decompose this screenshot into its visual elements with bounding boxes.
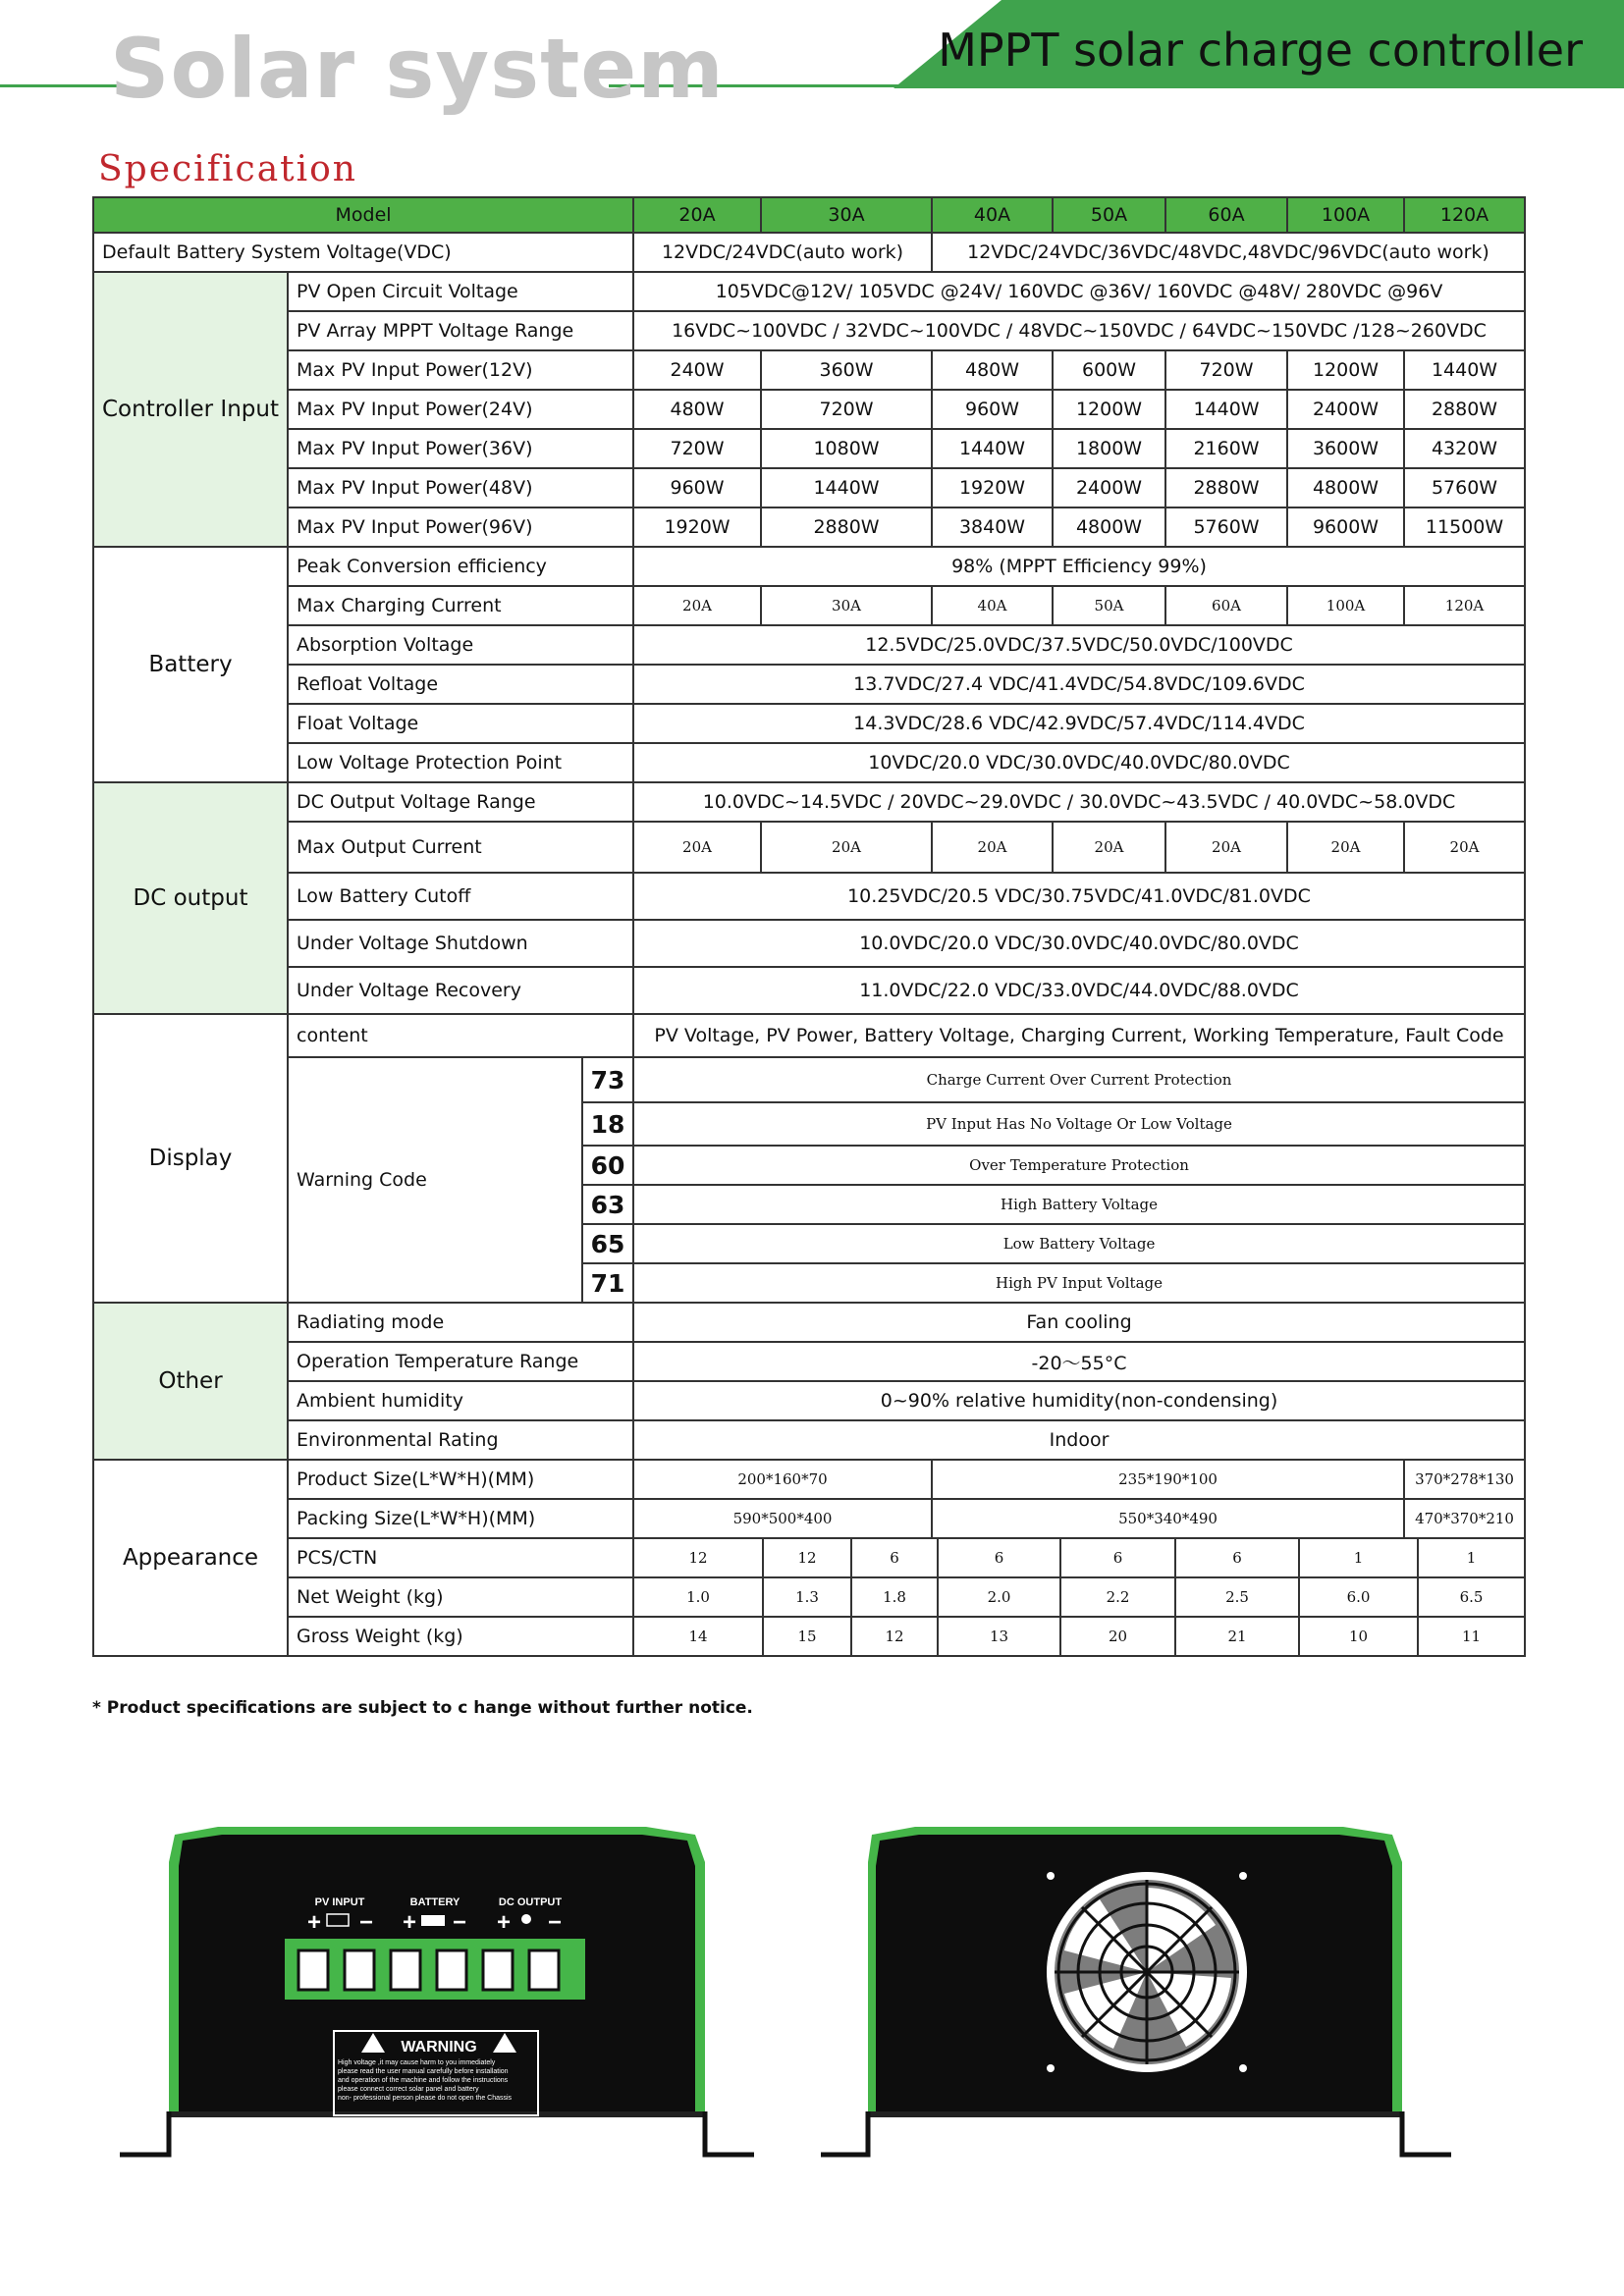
table-row: [93, 1381, 1525, 1420]
category-display: Display: [93, 1014, 288, 1303]
cell-value: 6: [939, 1539, 1061, 1576]
table-row: [93, 1499, 1525, 1538]
row-label: content: [288, 1014, 633, 1057]
cell-value: 200*160*70: [633, 1460, 932, 1499]
cell-value: 6: [852, 1539, 939, 1576]
plus-icon: +: [497, 1909, 512, 1936]
cell-value: 720W: [633, 429, 761, 468]
cell-value: 4320W: [1404, 429, 1525, 468]
terminal: [437, 1950, 466, 1990]
cell-value: 470*370*210: [1404, 1499, 1525, 1538]
cell-value: 13: [939, 1618, 1061, 1655]
table-row: [93, 390, 1525, 429]
warning-row: [93, 1057, 1525, 1102]
table-row: [93, 967, 1525, 1014]
bulb-icon: [521, 1914, 531, 1924]
row-label: Low Battery Cutoff: [288, 873, 633, 920]
table-row: [93, 1538, 1525, 1577]
table-row: [93, 350, 1525, 390]
minus-icon: −: [453, 1909, 467, 1936]
table-row: [93, 1303, 1525, 1342]
cell-value: 6.5: [1459, 1588, 1484, 1606]
table-row: [93, 665, 1525, 704]
cell-value: 1800W: [1053, 429, 1165, 468]
cell-value: 6.0: [1300, 1578, 1419, 1616]
cell-value: 1200W: [1287, 350, 1404, 390]
cell-value: 1920W: [932, 468, 1053, 507]
category-other: Other: [93, 1303, 288, 1460]
cell-value: 960W: [633, 468, 761, 507]
warning-line: High voltage ,it may cause harm to you immediately: [338, 2059, 496, 2066]
cell-value: 590*500*400: [633, 1499, 932, 1538]
row-label: PV Array MPPT Voltage Range: [288, 311, 633, 350]
dc-output-label: DC OUTPUT: [498, 1896, 563, 1908]
cell-value: 14.3VDC/28.6 VDC/42.9VDC/57.4VDC/114.4VDC: [633, 704, 1525, 743]
cell-value: 1.8: [852, 1578, 939, 1616]
cell-value: 10: [1300, 1618, 1419, 1655]
row-label: Max PV Input Power(24V): [288, 390, 633, 429]
cell-value: 3840W: [932, 507, 1053, 547]
table-row: [93, 507, 1525, 547]
cell-value: 550*340*490: [932, 1499, 1404, 1538]
cell-value: 960W: [932, 390, 1053, 429]
table-row: [93, 822, 1525, 873]
battery-label: BATTERY: [409, 1896, 460, 1908]
cell-value: 2880W: [761, 507, 932, 547]
cell-value: 14: [634, 1618, 764, 1655]
cell-value: 2.0: [939, 1578, 1061, 1616]
warning-text: PV Input Has No Voltage Or Low Voltage: [633, 1102, 1525, 1146]
cell-value: 240W: [633, 350, 761, 390]
table-row: [93, 429, 1525, 468]
cell-value: 4800W: [1053, 507, 1165, 547]
cell-value: 20A: [932, 822, 1053, 873]
model-120a: 120A: [1404, 197, 1525, 233]
cell-value: -20～55°C: [633, 1342, 1525, 1381]
table-row: [93, 1420, 1525, 1460]
cell-value: 20A: [1165, 822, 1287, 873]
row-label: Default Battery System Voltage(VDC): [93, 233, 633, 272]
cell-value: 2400W: [1053, 468, 1165, 507]
model-row: [93, 197, 1525, 233]
cell-value: 2880W: [1404, 390, 1525, 429]
cell-value: 21: [1176, 1618, 1300, 1655]
cell-value: 5760W: [1165, 507, 1287, 547]
warning-line: and operation of the machine and follow the instructions: [338, 2077, 509, 2084]
brand-title: Solar system: [110, 21, 725, 117]
cell-value: 1440W: [761, 468, 932, 507]
controller-front-illustration: [116, 1821, 754, 2164]
model-40a: 40A: [932, 197, 1053, 233]
row-label: Operation Temperature Range: [288, 1342, 633, 1381]
cell-value: Indoor: [633, 1420, 1525, 1460]
row-label: Max PV Input Power(48V): [288, 468, 633, 507]
row-label: Refloat Voltage: [288, 665, 633, 704]
warning-text: Over Temperature Protection: [633, 1146, 1525, 1185]
cell-value: 4800W: [1287, 468, 1404, 507]
cell-value: 235*190*100: [932, 1460, 1404, 1499]
cell-value: 1.0: [634, 1578, 764, 1616]
screw-icon: [1047, 1872, 1055, 1880]
warning-code: 65: [582, 1224, 633, 1263]
table-row: [93, 873, 1525, 920]
warning-line: non- professional person please do not open the Chassis: [338, 2095, 513, 2102]
row-label: PV Open Circuit Voltage: [288, 272, 633, 311]
cell-value: 1200W: [1053, 390, 1165, 429]
cell-value: 360W: [761, 350, 932, 390]
warning-code: 60: [582, 1146, 633, 1185]
row-label: Max Charging Current: [288, 586, 633, 625]
warning-line: please connect correct solar panel and battery: [338, 2086, 479, 2093]
cell-value: 12: [764, 1539, 852, 1576]
cell-value: 600W: [1053, 350, 1165, 390]
category-controller-input: Controller Input: [93, 272, 288, 547]
cell-value: 20A: [633, 586, 761, 625]
table-row: [93, 1577, 1525, 1617]
table-row: [93, 704, 1525, 743]
battery-icon: [421, 1915, 445, 1926]
row-label: Peak Conversion efficiency: [288, 547, 633, 586]
cell-value: 1: [1300, 1539, 1419, 1576]
category-appearance: Appearance: [93, 1460, 288, 1656]
terminal: [345, 1950, 374, 1990]
warning-code: 73: [582, 1057, 633, 1102]
header-rule-left: [0, 84, 118, 87]
cell-value: 5760W: [1404, 468, 1525, 507]
cell-value: 1440W: [1404, 350, 1525, 390]
plus-icon: +: [307, 1909, 322, 1936]
cell-value: Fan cooling: [633, 1303, 1525, 1342]
cell-value: 10.0VDC~14.5VDC / 20VDC~29.0VDC / 30.0VDC~43.5VDC / 40.0VDC~58.0VDC: [633, 782, 1525, 822]
warning-title: WARNING: [401, 2039, 477, 2056]
row-label: Net Weight (kg): [288, 1577, 633, 1617]
category-battery: Battery: [93, 547, 288, 782]
warning-code-label: Warning Code: [288, 1057, 582, 1303]
cell-value: 2400W: [1287, 390, 1404, 429]
cell-value: 480W: [932, 350, 1053, 390]
table-row: [93, 547, 1525, 586]
table-row: [93, 1014, 1525, 1057]
pv-input-label: PV INPUT: [314, 1896, 365, 1908]
cell-value: 720W: [761, 390, 932, 429]
row-label: Low Voltage Protection Point: [288, 743, 633, 782]
controller-back-illustration: [819, 1821, 1467, 2164]
cell-value: 98% (MPPT Efficiency 99%): [633, 547, 1525, 586]
terminal: [483, 1950, 513, 1990]
table-row: [93, 311, 1525, 350]
row-label: Product Size(L*W*H)(MM): [288, 1460, 633, 1499]
table-row: [93, 586, 1525, 625]
cell-value: 120A: [1404, 586, 1525, 625]
cell-value: 2.2: [1061, 1578, 1176, 1616]
row-label: DC Output Voltage Range: [288, 782, 633, 822]
cell-value: 2160W: [1165, 429, 1287, 468]
terminal: [529, 1950, 559, 1990]
cell-value: 370*278*130: [1404, 1460, 1525, 1499]
cell-value: 1080W: [761, 429, 932, 468]
row-label: Absorption Voltage: [288, 625, 633, 665]
row-label: Radiating mode: [288, 1303, 633, 1342]
cell-value: 11.0VDC/22.0 VDC/33.0VDC/44.0VDC/88.0VDC: [633, 967, 1525, 1014]
cell-value: 3600W: [1287, 429, 1404, 468]
plus-icon: +: [403, 1909, 417, 1936]
cell-value: 11500W: [1404, 507, 1525, 547]
cell-value: 6: [1176, 1539, 1300, 1576]
cell-value: 10.0VDC/20.0 VDC/30.0VDC/40.0VDC/80.0VDC: [633, 920, 1525, 967]
cell-value: 720W: [1165, 350, 1287, 390]
table-row: [93, 782, 1525, 822]
cell-value: 480W: [633, 390, 761, 429]
row-label: Environmental Rating: [288, 1420, 633, 1460]
cell-value: 40A: [932, 586, 1053, 625]
cell-value: 100A: [1287, 586, 1404, 625]
cell-value: 20A: [633, 822, 761, 873]
warning-text: High PV Input Voltage: [633, 1263, 1525, 1303]
minus-icon: −: [359, 1909, 374, 1936]
banner-title: MPPT solar charge controller: [938, 24, 1583, 77]
cell-value: 10VDC/20.0 VDC/30.0VDC/40.0VDC/80.0VDC: [633, 743, 1525, 782]
screw-icon: [1047, 2064, 1055, 2072]
table-row: [93, 625, 1525, 665]
table-row: [93, 1342, 1525, 1381]
cell-value: 60A: [1165, 586, 1287, 625]
cell-value: 20A: [761, 822, 932, 873]
cell-value: 2.5: [1176, 1578, 1300, 1616]
fan-icon: [1047, 1872, 1247, 2072]
table-row: [93, 272, 1525, 311]
warning-line: please read the user manual carefully before installation: [338, 2068, 509, 2075]
model-100a: 100A: [1287, 197, 1404, 233]
cell-value: 12.5VDC/25.0VDC/37.5VDC/50.0VDC/100VDC: [633, 625, 1525, 665]
minus-icon: −: [548, 1909, 563, 1936]
category-dc-output: DC output: [93, 782, 288, 1014]
screw-icon: [1239, 1872, 1247, 1880]
warning-code: 18: [582, 1102, 633, 1146]
warning-code: 71: [582, 1263, 633, 1303]
table-row: [93, 743, 1525, 782]
warning-text: High Battery Voltage: [633, 1185, 1525, 1224]
cell-value: 9600W: [1287, 507, 1404, 547]
table-row: [93, 468, 1525, 507]
cell-value: 2880W: [1165, 468, 1287, 507]
cell-value: 1440W: [1165, 390, 1287, 429]
cell-value: 6: [1061, 1539, 1176, 1576]
row-label: Max Output Current: [288, 822, 633, 873]
cell-value: 20A: [1404, 822, 1525, 873]
table-row: [93, 1460, 1525, 1499]
model-label: Model: [93, 197, 633, 233]
cell-value: 20: [1061, 1618, 1176, 1655]
cell-value: 12VDC/24VDC/36VDC/48VDC,48VDC/96VDC(auto work): [932, 233, 1525, 272]
spec-table: [92, 196, 1526, 1657]
table-row: [93, 920, 1525, 967]
warning-text: Charge Current Over Current Protection: [633, 1057, 1525, 1102]
warning-text: Low Battery Voltage: [633, 1224, 1525, 1263]
cell-value: 50A: [1053, 586, 1165, 625]
row-label: Ambient humidity: [288, 1381, 633, 1420]
cell-value: 1440W: [932, 429, 1053, 468]
cell-value: 15: [764, 1618, 852, 1655]
cell-value: 1.3: [764, 1578, 852, 1616]
row-label: Under Voltage Shutdown: [288, 920, 633, 967]
row-label: PCS/CTN: [288, 1538, 633, 1577]
cell-value: 20A: [1053, 822, 1165, 873]
battery-system-row: [93, 233, 1525, 272]
model-50a: 50A: [1053, 197, 1165, 233]
cell-value: 12: [634, 1539, 764, 1576]
model-30a: 30A: [761, 197, 932, 233]
screw-icon: [1239, 2064, 1247, 2072]
cell-value: 10.25VDC/20.5 VDC/30.75VDC/41.0VDC/81.0VDC: [633, 873, 1525, 920]
specification-heading: Specification: [98, 149, 357, 189]
cell-value: 12VDC/24VDC(auto work): [633, 233, 932, 272]
cell-value: 105VDC@12V/ 105VDC @24V/ 160VDC @36V/ 160VDC @48V/ 280VDC @96V: [633, 272, 1525, 311]
cell-value: 20A: [1287, 822, 1404, 873]
table-row: [93, 1617, 1525, 1656]
cell-value: 16VDC~100VDC / 32VDC~100VDC / 48VDC~150VDC / 64VDC~150VDC /128~260VDC: [633, 311, 1525, 350]
cell-value: 0~90% relative humidity(non-condensing): [633, 1381, 1525, 1420]
cell-value: PV Voltage, PV Power, Battery Voltage, Charging Current, Working Temperature, Fault Code: [633, 1014, 1525, 1057]
row-label: Gross Weight (kg): [288, 1617, 633, 1656]
footnote: * Product specifications are subject to c hange without further notice.: [92, 1698, 753, 1718]
row-label: Max PV Input Power(96V): [288, 507, 633, 547]
model-20a: 20A: [633, 197, 761, 233]
model-60a: 60A: [1165, 197, 1287, 233]
row-label: Under Voltage Recovery: [288, 967, 633, 1014]
warning-code: 63: [582, 1185, 633, 1224]
row-label: Packing Size(L*W*H)(MM): [288, 1499, 633, 1538]
cell-value: 13.7VDC/27.4 VDC/41.4VDC/54.8VDC/109.6VDC: [633, 665, 1525, 704]
cell-value: 30A: [761, 586, 932, 625]
row-label: Max PV Input Power(12V): [288, 350, 633, 390]
terminal: [298, 1950, 328, 1990]
cell-value: 11: [1461, 1628, 1482, 1645]
terminal: [391, 1950, 420, 1990]
cell-value: 1920W: [633, 507, 761, 547]
cell-value: 1: [1466, 1549, 1477, 1567]
cell-value: 12: [852, 1618, 939, 1655]
row-label: Max PV Input Power(36V): [288, 429, 633, 468]
row-label: Float Voltage: [288, 704, 633, 743]
